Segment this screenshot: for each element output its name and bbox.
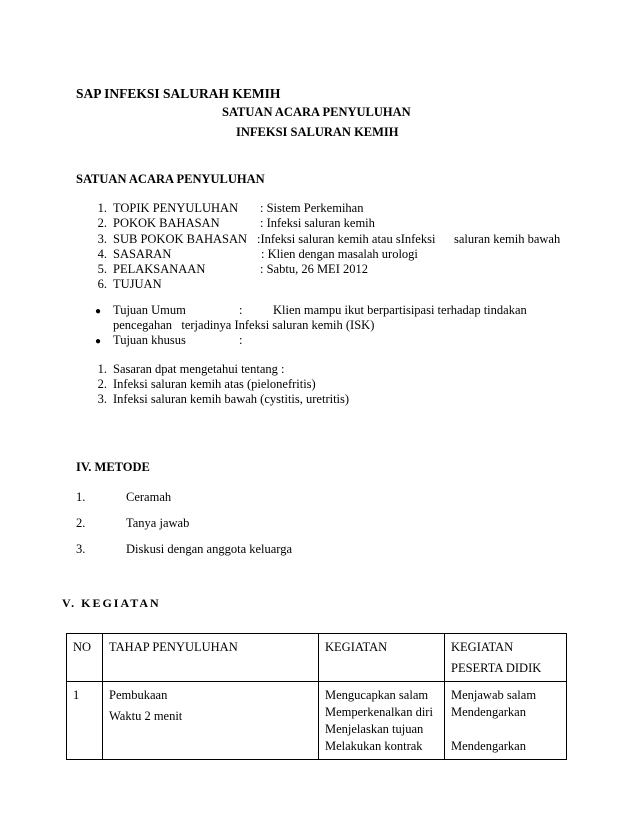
kegiatan-line: Memperkenalkan diri — [325, 705, 433, 719]
peserta-line — [451, 721, 560, 738]
peserta-line: Menjawab salam — [451, 688, 537, 702]
section-heading: SATUAN ACARA PENYULUHAN — [76, 172, 265, 186]
list-item: Sasaran dpat mengetahui tentang : — [113, 362, 285, 376]
kegiatan-line: Menjelaskan tujuan — [325, 722, 424, 736]
header-peserta-line1: KEGIATAN — [451, 640, 514, 654]
item-value: : Sabtu, 26 MEI 2012 — [260, 262, 368, 276]
general-goal-colon: : — [239, 303, 243, 317]
kegiatan-line: Melakukan kontrak — [325, 739, 423, 753]
bullet-icon: ● — [95, 336, 102, 347]
item-number: 3. — [97, 392, 107, 406]
peserta-line: Mendengarkan — [451, 739, 526, 753]
kegiatan-line: Mengucapkan salam — [325, 688, 429, 702]
list-item: Tanya jawab — [126, 516, 190, 530]
table-header-row — [67, 634, 567, 682]
center-title-2: INFEKSI SALURAN KEMIH — [236, 125, 399, 139]
item-number: 3. — [97, 232, 107, 246]
metode-heading: IV. METODE — [76, 460, 150, 474]
item-number: 6. — [97, 277, 107, 291]
item-label: TUJUAN — [113, 277, 162, 291]
cell-no: 1 — [67, 682, 103, 760]
item-label: POKOK BAHASAN — [113, 216, 220, 230]
list-item: Infeksi saluran kemih bawah (cystitis, uretritis) — [113, 392, 350, 406]
center-title-1: SATUAN ACARA PENYULUHAN — [222, 105, 411, 119]
item-number: 1. — [97, 201, 107, 215]
document-title: SAP INFEKSI SALURAH KEMIH — [76, 86, 281, 101]
general-goal-label: Tujuan Umum — [113, 303, 186, 317]
item-number: 2. — [97, 377, 107, 391]
general-goal-text-cont: pencegahan terjadinya Infeksi saluran kemih (ISK) — [113, 318, 375, 332]
item-value: : Sistem Perkemihan — [260, 201, 364, 215]
cell-kegiatan — [319, 682, 445, 760]
peserta-line: Mendengarkan — [451, 705, 526, 719]
bullet-icon: ● — [95, 306, 102, 317]
list-item: Infeksi saluran kemih atas (pielonefritis) — [113, 377, 316, 391]
item-label: SUB POKOK BAHASAN — [113, 232, 248, 246]
header-no: NO — [67, 634, 103, 682]
item-value: :Infeksi saluran kemih atau sInfeksi — [257, 232, 436, 246]
item-number: 2. — [97, 216, 107, 230]
header-tahap: TAHAP PENYULUHAN — [103, 634, 319, 682]
tahap-line2: Waktu 2 menit — [109, 709, 183, 723]
item-number: 1. — [76, 490, 86, 504]
header-peserta-line2: PESERTA DIDIK — [451, 661, 542, 675]
list-item: Ceramah — [126, 490, 172, 504]
item-label: SASARAN — [113, 247, 172, 261]
tahap-line1: Pembukaan — [109, 688, 168, 702]
item-number: 1. — [97, 362, 107, 376]
item-value-extra: saluran kemih bawah — [454, 232, 561, 246]
header-peserta — [445, 634, 567, 682]
item-number: 5. — [97, 262, 107, 276]
header-kegiatan: KEGIATAN — [319, 634, 445, 682]
item-number: 2. — [76, 516, 86, 530]
item-label: PELAKSANAAN — [113, 262, 206, 276]
table-row — [67, 682, 567, 760]
specific-goal-colon: : — [239, 333, 243, 347]
kegiatan-heading: V. KEGIATAN — [62, 596, 161, 610]
list-item: Diskusi dengan anggota keluarga — [126, 542, 293, 556]
general-goal-text: Klien mampu ikut berpartisipasi terhadap tindakan — [273, 303, 527, 317]
specific-goal-label: Tujuan khusus — [113, 333, 186, 347]
item-number: 4. — [97, 247, 107, 261]
item-number: 3. — [76, 542, 86, 556]
item-value: : Infeksi saluran kemih — [260, 216, 375, 230]
kegiatan-table — [66, 633, 567, 760]
cell-peserta — [445, 682, 567, 760]
item-value: : Klien dengan masalah urologi — [261, 247, 418, 261]
item-label: TOPIK PENYULUHAN — [113, 201, 239, 215]
cell-tahap — [103, 682, 319, 760]
